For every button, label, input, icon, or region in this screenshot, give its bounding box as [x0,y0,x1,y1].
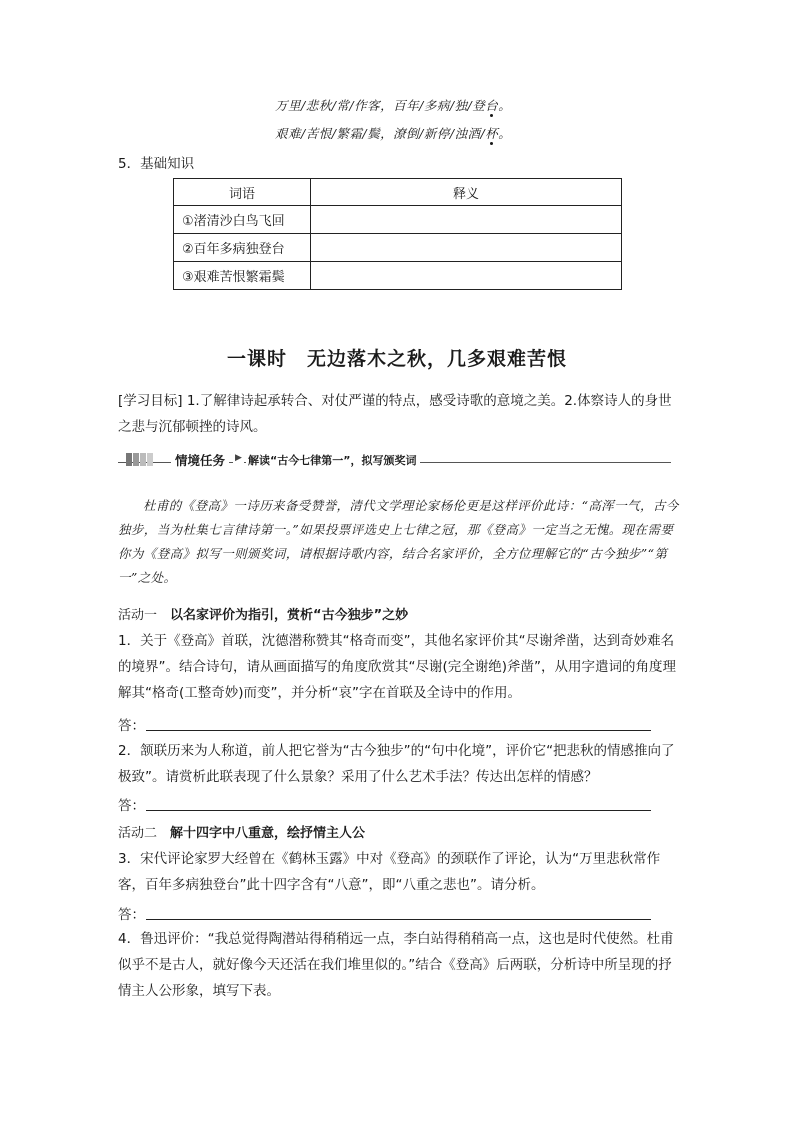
question-3: 3．宋代评论家罗大经曾在《鹤林玉露》中对《登高》的颈联作了评论，认为“万里悲秋常作客，百年多病独登台”此十四字含有“八意”，即“八重之悲也”。请分析。 [118,851,661,893]
table-cell-word: ③艰难苦恨繁霜鬓 [174,262,311,290]
banner-decor-blocks [126,453,153,466]
banner-subtitle: 解读“古今七律第一”，拟写颁奖词 [246,452,420,468]
answer-line[interactable] [146,730,651,731]
scenario-task-banner [118,451,671,469]
learning-goals-label: [学习目标] [118,393,183,409]
table-cell-word: ②百年多病独登台 [174,234,311,262]
table-row [174,262,622,290]
answer-3[interactable] [118,903,145,923]
section-5-heading: 5．基础知识 [118,156,195,172]
answer-2[interactable] [118,794,145,814]
table-header-row [174,179,622,206]
poem-rhythm-line-1: 万里/悲秋/常/作客，百年/多病/独/登台。 [275,98,512,113]
vocabulary-table [173,178,622,290]
emphasis-dot-char: 台 [485,98,499,113]
activity-1-title: 以名家评价为指引，赏析“古今独步”之妙 [170,608,409,623]
emphasis-dot-char: 杯 [485,126,499,141]
table-cell-word: ①渚清沙白鸟飞回 [174,206,311,234]
answer-label: 答： [118,907,145,923]
learning-goals-text: 1.了解律诗起承转合、对仗严谨的特点，感受诗歌的意境之美。2.体察诗人的身世之悲与沉郁顿挫的诗风。 [118,393,672,435]
activity-2-title: 解十四字中八重意，绘抒情主人公 [170,826,366,841]
table-row [174,234,622,262]
lesson-title: 一课时 无边落木之秋，几多艰难苦恨 [226,348,567,370]
table-cell-meaning-blank[interactable] [311,206,622,234]
learning-goals [118,388,680,440]
table-cell-meaning-blank[interactable] [311,234,622,262]
answer-1[interactable] [118,714,145,734]
question-4: 4．鲁迅评价：“我总觉得陶潜站得稍稍远一点，李白站得稍稍高一点，这也是时代使然。杜甫似乎不是古人，就好像今天还活在我们堆里似的。”结合《登高》后两联，分析诗中所呈现的抒情主人公形象，填写下表。 [118,931,674,999]
table-row [174,206,622,234]
column-header-word: 词语 [174,179,311,206]
column-header-meaning: 释义 [311,179,622,206]
answer-line[interactable] [146,919,651,920]
question-1: 1．关于《登高》首联，沈德潜称赞其“格奇而变”，其他名家评价其“尽谢斧凿，达到奇妙难名的境界”。结合诗句，请从画面描写的角度欣赏其“尽谢(完全谢绝)斧凿”，从用字遣词的角度理解其“格奇(工整奇妙)而变”，并分析“哀”字在首联及全诗中的作用。 [118,633,677,701]
answer-label: 答： [118,718,145,734]
activity-2-heading [118,822,365,841]
scenario-paragraph: 杜甫的《登高》一诗历来备受赞誉，清代文学理论家杨伦更是这样评价此诗：“高浑一气，古今独步，当为杜集七言律诗第一。”如果投票评选史上七律之冠，那《登高》一定当之无愧。现在需要你为《登高》拟写一则颁奖词，请根据诗歌内容，结合名家评价，全方位理解它的“古今独步”“第一”之处。 [118,498,679,585]
activity-1-heading [118,604,408,623]
table-cell-meaning-blank[interactable] [311,262,622,290]
banner-label: 情境任务 [171,451,229,469]
answer-label: 答： [118,798,145,814]
play-arrow-icon: ▶ [235,453,242,463]
poem-rhythm-line-2: 艰难/苦恨/繁霜/鬓，潦倒/新停/浊酒/杯。 [275,126,512,141]
question-2: 2．颔联历来为人称道，前人把它誉为“古今独步”的“句中化境”，评价它“把悲秋的情感推向了极致”。请赏析此联表现了什么景象？采用了什么艺术手法？传达出怎样的情感？ [118,743,675,785]
answer-line[interactable] [146,810,651,811]
activity-2-label: 活动二 [118,826,158,841]
activity-1-label: 活动一 [118,608,158,623]
